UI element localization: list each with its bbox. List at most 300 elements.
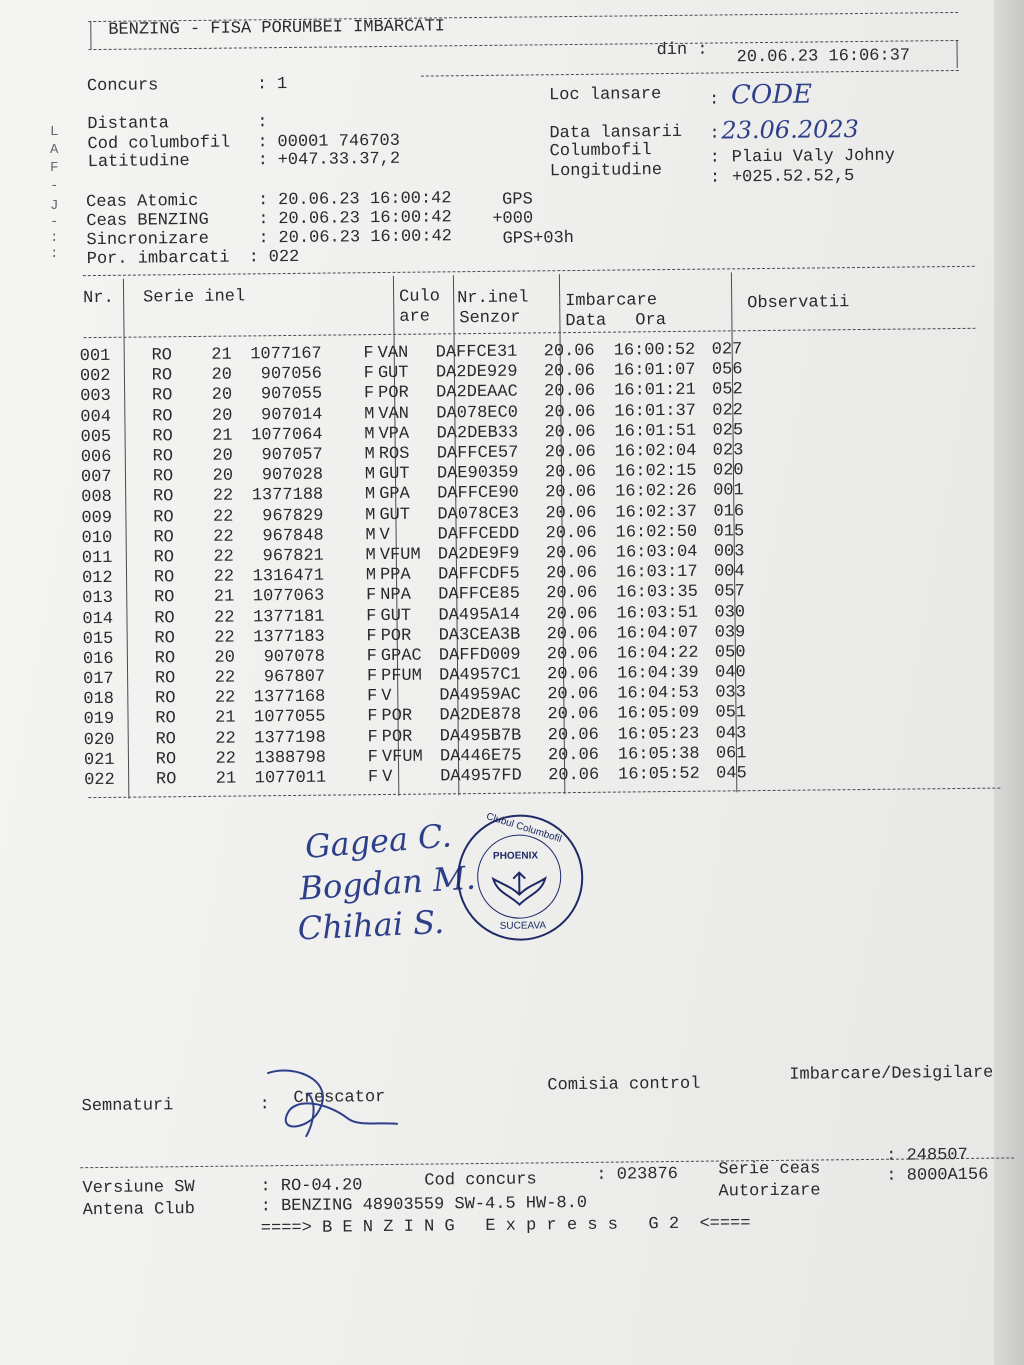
header-left-bar: [90, 21, 91, 49]
row-color: VFUM: [381, 747, 423, 767]
row-country: RO: [152, 427, 173, 447]
row-date: 20.06: [546, 664, 599, 685]
row-sex: M: [364, 485, 376, 505]
row-color: PFUM: [381, 666, 423, 687]
row-date: 20.06: [547, 685, 599, 705]
row-country: RO: [155, 689, 176, 709]
row-ring-number: 967848: [262, 526, 324, 547]
row-country: RO: [153, 507, 174, 528]
row-sensor: DAE90359: [436, 463, 519, 484]
row-sex: M: [364, 465, 376, 485]
row-sensor: DAFFCE57: [436, 443, 519, 464]
row-observatii: 052: [712, 380, 743, 401]
row-sensor: DA2DE878: [439, 706, 522, 726]
row-sensor: DA2DE929: [435, 362, 518, 383]
row-date: 20.06: [544, 402, 596, 422]
row-time: 16:03:35: [616, 583, 698, 603]
row-nr: 006: [80, 447, 112, 468]
row-date: 20.06: [546, 584, 598, 604]
row-color: VAN: [377, 343, 409, 364]
din-label: din :: [656, 40, 708, 61]
row-ring-number: 1077064: [251, 425, 323, 446]
row-year: 21: [212, 426, 233, 446]
row-color: POR: [380, 626, 412, 646]
margin-letter: J: [50, 198, 59, 214]
row-time: 16:01:21: [614, 381, 696, 402]
row-year: 22: [214, 688, 236, 709]
row-time: 16:05:38: [617, 744, 700, 765]
semnaturi-label: Semnaturi: [81, 1096, 174, 1117]
row-nr: 019: [83, 710, 115, 730]
commission-signature-1: Gagea C.: [303, 816, 453, 866]
data-lansarii-value: 23.06.2023: [721, 115, 859, 145]
cod-columbofil-value: 00001 746703: [277, 131, 401, 153]
row-nr: 001: [79, 346, 111, 367]
row-ring-number: 967829: [262, 506, 324, 526]
row-date: 20.06: [545, 503, 597, 523]
concurs-label: Concurs: [86, 76, 159, 97]
row-ring-number: 1377188: [251, 486, 324, 506]
ceas-atomic-value: 20.06.23 16:00:42: [278, 189, 452, 211]
row-time: 16:01:51: [614, 421, 697, 442]
commission-signature-2: Bogdan M.: [298, 858, 477, 908]
row-year: 20: [211, 406, 233, 426]
row-year: 21: [215, 769, 237, 789]
stamp-middle-text: PHOENIX: [492, 850, 539, 862]
col-header-data: Data: [565, 311, 607, 332]
row-year: 22: [213, 527, 234, 547]
row-time: 16:03:04: [615, 542, 698, 563]
row-ring-number: 907055: [260, 385, 323, 405]
row-date: 20.06: [544, 442, 596, 463]
row-year: 22: [215, 749, 237, 769]
document-title: BENZING - FISA PORUMBEI IMBARCATI: [108, 17, 446, 40]
pigeon-table-body: [80, 340, 777, 791]
header-bottom-rule: [421, 70, 959, 77]
row-observatii: 051: [715, 703, 747, 724]
col-header-nrinel: Nr.inel: [457, 288, 529, 309]
row-year: 22: [213, 547, 234, 567]
table-header-rule: [84, 328, 976, 338]
row-observatii: 057: [714, 582, 745, 602]
cod-columbofil-label: Cod columbofil: [87, 133, 231, 155]
cod-columbofil-sep: :: [257, 133, 268, 153]
latitudine-label: Latitudine: [87, 152, 190, 173]
ceas-benzing-label: Ceas BENZING: [86, 210, 209, 232]
row-sensor: DA078CE3: [437, 504, 520, 525]
row-observatii: 040: [714, 663, 746, 683]
row-sex: M: [365, 546, 376, 566]
row-sex: F: [363, 344, 374, 364]
col-header-serie: Serie inel: [143, 287, 246, 308]
row-ring-number: 907056: [260, 364, 323, 385]
ceas-atomic-sep: :: [258, 191, 269, 211]
row-year: 22: [212, 507, 234, 527]
row-time: 16:04:53: [617, 684, 700, 704]
row-sex: M: [364, 404, 375, 424]
row-sex: F: [366, 626, 377, 646]
row-date: 20.06: [544, 422, 596, 443]
row-country: RO: [151, 346, 173, 366]
row-observatii: 061: [715, 744, 747, 764]
row-nr: 008: [81, 488, 112, 508]
row-date: 20.06: [545, 543, 597, 564]
row-date: 20.06: [544, 382, 596, 402]
row-color: PPA: [379, 565, 411, 586]
margin-letter: :: [50, 230, 59, 246]
stamp-bottom-text: SUCEAVA: [499, 920, 547, 932]
row-country: RO: [154, 628, 175, 649]
row-observatii: 003: [713, 542, 745, 562]
row-ring-number: 1077063: [252, 586, 325, 607]
row-nr: 018: [83, 690, 115, 710]
row-time: 16:02:50: [615, 522, 698, 543]
row-date: 20.06: [544, 463, 597, 483]
row-observatii: 025: [712, 421, 744, 441]
autorizare-value: : 8000A156: [886, 1165, 989, 1186]
loc-lansare-label: Loc lansare: [548, 85, 662, 106]
row-time: 16:00:52: [613, 340, 696, 361]
col-header-ora: Ora: [635, 311, 667, 331]
row-sensor: DA4957FD: [440, 766, 522, 787]
columbofil-sep: :: [709, 148, 720, 168]
row-year: 20: [214, 648, 236, 668]
row-country: RO: [151, 366, 173, 386]
antena-label: Antena Club: [82, 1200, 195, 1221]
row-sensor: DA078EC0: [436, 403, 519, 424]
stamp-top-text: Clubul Columbofil: [484, 811, 563, 846]
row-sex: F: [367, 747, 379, 768]
margin-letter: F: [50, 160, 59, 176]
antena-value: : BENZING 48903559 SW-4.5 HW-8.0: [260, 1193, 588, 1217]
row-country: RO: [151, 386, 173, 406]
row-country: RO: [153, 568, 175, 588]
row-color: V: [379, 525, 390, 545]
row-country: RO: [153, 588, 175, 608]
row-time: 16:01:07: [613, 361, 696, 381]
row-sensor: DA495A14: [438, 605, 521, 625]
row-sensor: DA2DE9F9: [437, 544, 520, 565]
col-header-imbarcare: Imbarcare: [565, 291, 658, 312]
row-time: 16:02:37: [615, 502, 698, 523]
margin-letter: L: [50, 124, 59, 140]
row-observatii: 016: [713, 501, 745, 522]
row-nr: 021: [83, 750, 115, 771]
row-date: 20.06: [547, 705, 599, 725]
row-sex: F: [363, 384, 375, 404]
latitudine-sep: :: [257, 151, 269, 171]
row-time: 16:03:51: [616, 603, 699, 624]
row-ring-number: 907014: [261, 405, 323, 425]
row-date: 20.06: [545, 483, 597, 503]
row-sex: M: [365, 505, 376, 525]
latitudine-value: +047.33.37,2: [277, 149, 401, 171]
row-sex: M: [364, 424, 375, 445]
row-year: 22: [215, 729, 236, 749]
row-color: ROS: [378, 444, 410, 465]
row-ring-number: 967821: [262, 546, 324, 567]
row-country: RO: [154, 669, 176, 689]
row-color: GUT: [380, 606, 412, 626]
crescator-label: Crescator: [293, 1088, 386, 1108]
row-year: 20: [211, 386, 233, 406]
row-country: RO: [155, 729, 177, 750]
columbofil-value: Plaiu Valy Johny: [731, 146, 896, 168]
loc-lansare-sep: :: [708, 90, 720, 110]
margin-letter: -: [50, 178, 59, 194]
commission-signature-3: Chihai S.: [296, 902, 445, 948]
row-sex: F: [367, 768, 379, 788]
club-stamp: [457, 811, 584, 941]
row-country: RO: [154, 649, 176, 669]
row-color: GPAC: [380, 646, 422, 666]
din-value: 20.06.23 16:06:37: [736, 46, 911, 68]
row-country: RO: [153, 527, 174, 548]
ceas-atomic-extra: GPS: [502, 190, 533, 210]
ceas-benzing-sep: :: [258, 210, 269, 230]
versiune-label: Versiune SW: [82, 1178, 195, 1199]
row-year: 20: [212, 446, 233, 466]
row-color: VPA: [378, 424, 410, 444]
row-ring-number: 1077055: [254, 708, 326, 728]
row-country: RO: [155, 750, 177, 770]
row-year: 21: [215, 709, 236, 729]
por-imbarcati-value: 022: [268, 247, 300, 268]
row-year: 22: [214, 628, 235, 648]
longitudine-sep: :: [709, 168, 721, 188]
longitudine-value: +025.52.52,5: [731, 167, 855, 188]
row-nr: 002: [79, 367, 111, 387]
row-nr: 010: [81, 528, 113, 548]
row-sex: F: [367, 707, 378, 727]
cod-concurs-value: : 023876: [596, 1164, 679, 1185]
row-time: 16:04:07: [616, 623, 699, 644]
row-sex: F: [366, 606, 377, 626]
row-observatii: 027: [711, 340, 743, 360]
row-time: 16:04:39: [616, 663, 699, 684]
row-color: GPA: [379, 485, 410, 505]
row-sensor: DAFFD009: [438, 645, 521, 666]
versiune-value: : RO-04.20: [260, 1176, 363, 1197]
pigeon-table: [80, 340, 777, 791]
row-color: NPA: [380, 586, 411, 606]
row-date: 20.06: [546, 624, 598, 645]
row-nr: 013: [82, 589, 113, 609]
row-observatii: 015: [713, 522, 745, 542]
row-nr: 016: [82, 649, 114, 670]
row-ring-number: 967807: [263, 667, 326, 688]
row-date: 20.06: [546, 644, 598, 665]
imbarcare-desigilare-label: Imbarcare/Desigilare: [789, 1063, 994, 1085]
row-nr: 014: [82, 609, 114, 629]
row-color: VFUM: [379, 545, 421, 566]
row-sex: F: [367, 727, 378, 747]
row-ring-number: 1377168: [253, 687, 326, 708]
row-sensor: DAFFCEDD: [437, 524, 520, 545]
row-ring-number: 1388798: [254, 748, 327, 769]
concurs-value: 1: [276, 74, 288, 95]
columbofil-label: Columbofil: [549, 141, 652, 162]
footer-rule: [80, 1157, 1014, 1168]
row-country: RO: [152, 447, 174, 467]
ceas-benzing-extra: +000: [492, 209, 534, 229]
autorizare-label: Autorizare: [718, 1181, 821, 1202]
loc-lansare-value: CODE: [730, 79, 813, 111]
margin-letter: :: [50, 246, 59, 262]
row-country: RO: [155, 770, 177, 790]
row-sensor: DA4957C1: [439, 665, 521, 686]
row-sensor: DAFFCE90: [437, 484, 519, 504]
row-ring-number: 1377198: [254, 728, 326, 749]
margin-letter: A: [50, 142, 59, 158]
row-year: 22: [213, 608, 235, 628]
row-nr: 005: [80, 427, 112, 448]
concurs-sep: :: [256, 75, 268, 95]
row-observatii: 050: [714, 643, 746, 663]
row-year: 21: [211, 345, 232, 365]
row-nr: 017: [83, 669, 114, 690]
row-nr: 009: [81, 508, 113, 528]
margin-letter: -: [50, 214, 59, 230]
row-year: 22: [214, 668, 236, 688]
row-sex: F: [366, 646, 377, 667]
row-date: 20.06: [545, 523, 597, 544]
row-sex: F: [366, 667, 378, 687]
row-color: POR: [381, 707, 413, 727]
row-country: RO: [153, 548, 175, 568]
row-sensor: DAFFCE31: [435, 342, 518, 363]
col-header-senzor: Senzor: [459, 308, 521, 329]
col-header-are: are: [399, 307, 431, 327]
data-lansarii-label: Data lansarii: [549, 122, 683, 144]
sincronizare-sep: :: [258, 229, 269, 249]
col-header-observatii: Observatii: [747, 293, 850, 314]
row-date: 20.06: [543, 362, 596, 382]
longitudine-label: Longitudine: [549, 161, 663, 182]
row-color: GUT: [379, 505, 411, 525]
breeder-signature-icon: [247, 1062, 418, 1144]
sincronizare-label: Sincronizare: [86, 229, 210, 251]
row-time: 16:05:52: [618, 764, 700, 785]
row-observatii: 056: [711, 360, 743, 380]
distanta-label: Distanta: [87, 114, 170, 135]
row-sex: F: [367, 687, 378, 707]
phoenix-emblem-icon: [489, 866, 549, 907]
por-imbarcati-label: Por. imbarcati: [86, 248, 230, 270]
row-color: V: [381, 687, 392, 707]
row-observatii: 020: [712, 461, 744, 481]
row-nr: 015: [82, 629, 114, 649]
row-nr: 011: [81, 548, 113, 569]
row-color: POR: [378, 384, 409, 404]
row-nr: 020: [83, 730, 115, 750]
row-color: VAN: [378, 404, 410, 424]
row-ring-number: 1377183: [253, 627, 325, 648]
row-observatii: 001: [713, 481, 744, 501]
por-imbarcati-sep: :: [248, 248, 260, 268]
row-country: RO: [152, 406, 173, 427]
row-time: 16:04:22: [616, 643, 699, 664]
row-time: 16:02:15: [614, 461, 697, 482]
row-date: 20.06: [547, 725, 599, 745]
row-date: 20.06: [548, 765, 600, 786]
row-nr: 022: [84, 770, 115, 791]
row-sensor: DA3CEA3B: [438, 625, 521, 646]
row-country: RO: [154, 608, 175, 628]
row-date: 20.06: [543, 341, 595, 362]
row-sensor: DA4959AC: [439, 685, 522, 706]
row-observatii: 022: [712, 400, 744, 421]
benzing-express-banner: ====> B E N Z I N G E x p r e s s G 2 <====: [260, 1214, 751, 1239]
row-observatii: 033: [715, 683, 747, 703]
sincronizare-extra: GPS+03h: [502, 229, 575, 249]
row-time: 16:03:17: [615, 562, 698, 583]
row-ring-number: 907028: [261, 465, 324, 486]
row-observatii: 004: [713, 562, 745, 582]
row-nr: 012: [81, 569, 113, 589]
row-sex: F: [363, 364, 375, 384]
row-observatii: 030: [714, 602, 746, 623]
row-color: POR: [381, 727, 413, 747]
col-header-nr: Nr.: [83, 288, 114, 309]
row-ring-number: 907078: [263, 647, 325, 668]
row-time: 16:02:26: [615, 482, 697, 502]
data-lansarii-sep: :: [709, 124, 720, 144]
row-country: RO: [155, 709, 176, 729]
row-time: 16:05:09: [617, 704, 700, 725]
row-nr: 007: [80, 468, 112, 488]
row-sensor: DAFFCE85: [438, 584, 520, 605]
row-sensor: DA2DEB33: [436, 423, 519, 444]
row-color: GUT: [378, 464, 410, 485]
row-color: GUT: [377, 364, 409, 384]
row-ring-number: 1077011: [254, 768, 327, 789]
row-observatii: 039: [714, 622, 746, 643]
row-date: 20.06: [547, 745, 600, 766]
row-year: 22: [213, 567, 235, 587]
row-country: RO: [152, 487, 174, 507]
semnaturi-sep: :: [259, 1095, 270, 1115]
row-sex: F: [365, 586, 377, 606]
row-year: 20: [211, 365, 233, 386]
comisia-label: Comisia control: [547, 1074, 701, 1096]
row-country: RO: [152, 467, 174, 487]
row-year: 20: [212, 466, 234, 487]
row-sensor: DA446E75: [439, 746, 522, 767]
row-time: 16:05:23: [617, 724, 700, 745]
row-time: 16:01:37: [614, 401, 697, 422]
row-sensor: DA2DEAAC: [436, 383, 518, 403]
row-sex: M: [365, 525, 376, 545]
serie-ceas-label: Serie ceas: [718, 1159, 821, 1180]
row-observatii: 023: [712, 441, 744, 461]
row-year: 21: [213, 587, 235, 608]
row-nr: 003: [80, 387, 111, 407]
row-time: 16:02:04: [614, 441, 697, 462]
row-ring-number: 1077167: [250, 344, 322, 365]
row-ring-number: 1316471: [252, 566, 325, 587]
row-nr: 004: [80, 407, 112, 427]
row-sensor: DAFFCDF5: [437, 564, 520, 585]
header-right-bar: [956, 40, 957, 68]
row-observatii: 045: [716, 764, 747, 784]
row-ring-number: 907057: [261, 445, 323, 466]
distanta-sep: :: [257, 113, 268, 133]
serie-ceas-value: : 248507: [886, 1145, 968, 1166]
row-ring-number: 1377181: [252, 607, 325, 627]
row-color: V: [382, 767, 393, 788]
cod-concurs-label: Cod concurs: [424, 1170, 537, 1191]
